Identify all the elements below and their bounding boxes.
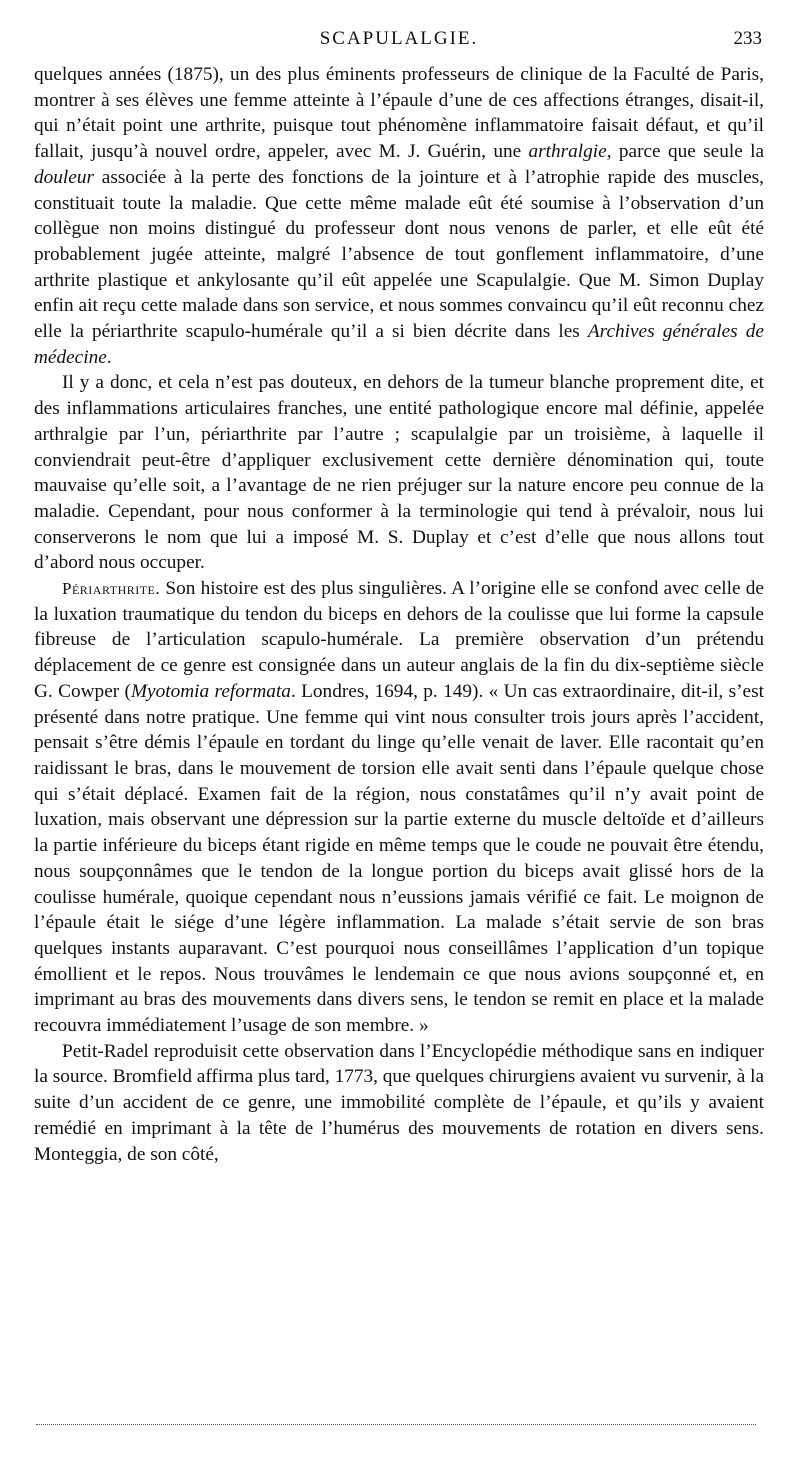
italic-citation: Myotomia reformata xyxy=(130,680,291,702)
running-title: SCAPULALGIE. xyxy=(319,28,479,49)
page-header xyxy=(34,28,764,62)
italic-term: douleur xyxy=(34,166,94,188)
text-run: associée à la perte des fonctions de la jointure et à l’atrophie rapide des muscles, constituait toute la maladie. Que cette même malade eût été soumise à l’observation d’un collègue non moins distingué du professeur dont nous venons de parler, et elle eût été probablement jugée atteinte, malgré l’absence de tout gonflement inflammatoire, d’une arthrite plastique et ankylosante qu’il eût appelée une Scapulalgie. Que M. Simon Duplay enfin ait reçu cette malade dans son service, et nous sommes convaincu qu’il eût reconnu chez elle la périarthrite scapulo-humérale qu’il a si bien décrite dans les xyxy=(34,166,764,343)
paragraph-1 xyxy=(34,62,764,370)
section-lead: Périarthrite. xyxy=(62,579,161,599)
footer-dotted-rule xyxy=(36,1424,756,1425)
paragraph-4: Petit-Radel reproduisit cette observation dans l’Encyclopédie méthodique sans en indiquer la source. Bromfield affirma plus tard, 1773, que quelques chirurgiens avaient vu survenir, à la suite d’un accident de ce genre, une immobilité complète de l’épaule, et qu’ils y avaient remédié en imprimant à la tête de l’humérus des mouvements de rotation en divers sens. Monteggia, de son côté, xyxy=(34,1040,764,1165)
paragraph-3 xyxy=(34,576,764,1039)
text-run: . Londres, 1694, p. 149). « Un cas extraordinaire, dit-il, s’est présenté dans notre pratique. Une femme qui vint nous consulter trois jours après l’accident, pensait s’être démis l’épaule en tordant du linge qu’elle venait de laver. Elle racontait qu’en raidissant le bras, dans le mouvement de torsion elle avait senti dans l’épaule quelque chose qui s’était déplacé. Examen fait de la région, nous constatâmes qu’il n’y avait point de luxation, mais observant une dépression sur la partie externe du muscle deltoïde et d’ailleurs la partie inférieure du biceps étant rigide en même temps que le coude ne pouvait être étendu, nous soupçonnâmes que le tendon de la longue portion du biceps avait glissé hors de la coulisse humérale, quoique cependant nous n’eussions jamais vérifié ce fait. Le moignon de l’épaule était le siége d’une légère inflammation. La malade s’était servie de son bras quelques instants auparavant. C’est pourquoi nous conseillâmes l’application d’un topique émollient et le repos. Nous trouvâmes le lendemain ce que nous avions soupçonné et, en imprimant au bras des mouvements dans divers sens, le tendon se remit en place et la malade recouvra immédiatement l’usage de son membre. » xyxy=(34,680,764,1037)
text-run: . xyxy=(106,346,112,368)
page-number: 233 xyxy=(733,28,762,49)
book-page xyxy=(34,28,764,1167)
italic-term: arthralgie xyxy=(528,141,607,163)
body-text xyxy=(34,62,764,1167)
paragraph-2: Il y a donc, et cela n’est pas douteux, en dehors de la tumeur blanche proprement dite, et des inflammations articulaires franches, une entité pathologique encore mal définie, appelée arthralgie par l’un, périarthrite par l’autre ; scapulalgie par un troisième, à laquelle il conviendrait peut-être d’appliquer exclusivement cette dernière dénomination qui, toute mauvaise qu’elle soit, a l’avantage de ne rien préjuger sur la nature encore peu connue de la maladie. Cependant, pour nous conformer à la terminologie qui tend à prévaloir, nous lui conserverons le nom que lui a imposé M. S. Duplay et c’est d’elle que nous allons tout d’abord nous occuper. xyxy=(34,372,764,574)
text-run: , parce que seule la xyxy=(606,141,765,163)
text-run: quelques années (1875), un des plus éminents professeurs de clinique de la Faculté de Paris, montrer à ses élèves une femme atteinte à l’épaule d’une de ces affections étranges, disait-il, qui n’était point une arthrite, puisque tout phénomène inflammatoire faisait défaut, et qu’il fallait, jusqu’à nouvel ordre, appeler, avec M. J. Guérin, une xyxy=(34,64,764,163)
text-run: Son histoire est des plus singulières. A l’origine elle se confond avec celle de la luxation traumatique du tendon du biceps en dehors de la coulisse que lui forme la capsule fibreuse de l’articulation scapulo-humérale. La première observation d’un prétendu déplacement de ce genre est consignée dans un auteur anglais de la fin du dix-septième siècle G. Cowper ( xyxy=(34,578,764,702)
italic-citation: Archives générales de médecine xyxy=(34,321,764,368)
